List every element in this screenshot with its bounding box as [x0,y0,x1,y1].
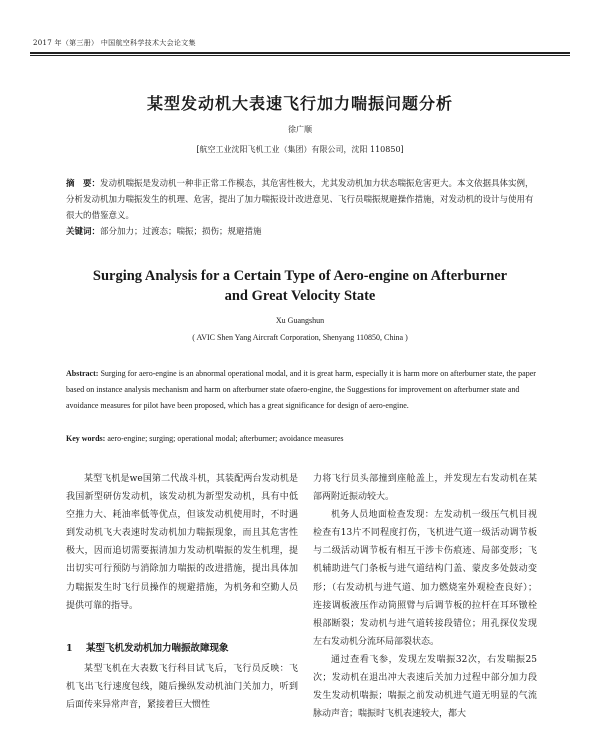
chinese-abstract [66,176,536,224]
body-paragraph: 通过查看飞参，发现左发喘振32次，右发喘振25次；发动机在退出冲大表速后关加力过程中部分加力段发生发动机喘振；喘振之前发动机进气道无明显的气流脉动声音；喘振时飞机表速较大，都大 [313,654,537,720]
right-column [313,470,537,723]
chinese-abstract-label: 摘 要： [66,179,101,189]
body-paragraph: 某型飞机是we国第二代战斗机，其装配两台发动机是我国新型研仿发动机，该发动机为新型发动机，具有中低空推力大、耗油率低等优点，但该发动机使用时，不时遇到发动机飞大表速时发动机加力喘振现象，而且其危害性极大，因而追切需要振清加力发动机喘振的发生机理，提出切实可行预防与消除加力喘振的改进措施，提出具体加力喘振发生时飞行员操作的规避措施，为机务和空勤人员提供可靠的指导。 [66,474,298,611]
english-title-line2: and Great Velocity State [224,288,376,304]
header-rule-thin [30,55,570,56]
english-author: Xu Guangshun [275,316,325,325]
section-title: 某型飞机发动机加力喘振故障现象 [86,643,229,654]
english-keywords-label: Key words: [66,434,106,443]
english-abstract [66,366,536,414]
chinese-keywords-text: 部分加力；过渡态；喘振；损伤；规避措施 [100,227,262,237]
body-paragraph-continued: 力将飞行员头部撞到座舱盖上，并发现左右发动机在某部两附近振动较大。 [313,474,537,503]
header-rule-thick [30,52,570,54]
chinese-affiliation: [航空工业沈阳飞机工业（集团）有限公司，沈阳 110850] [196,145,404,154]
left-column-intro [66,470,298,615]
running-header: 2017 年（第三册） 中国航空科学技术大会论文集 [33,39,196,47]
english-abstract-label: Abstract: [66,369,99,378]
chinese-title: 某型发动机大表速飞行加力喘振问题分析 [146,94,453,113]
chinese-abstract-text: 发动机喘振是发动机一种非正常工作模态，其危害性极大，尤其发动机加力状态喘振危害更大。本文依据具体实例，分析发动机加力喘振发生的机理、危害，提出了加力喘振设计改进意见、飞行员喘振规避操作措施，对发动机的设计与使用有很大的借鉴意义。 [66,179,534,221]
left-column-section [66,660,298,714]
chinese-author: 徐广顺 [288,125,312,134]
english-title [0,266,600,306]
section-number: 1 [66,643,73,654]
body-paragraph: 某型飞机在大表数飞行科目试飞后，飞行员反映：飞机飞出飞行速度包线，随后操纵发动机油门关加力，听到后面传来异常声音，紧接着巨大惯性 [66,664,298,711]
chinese-keywords-label: 关键词： [66,227,101,237]
english-keywords-text: aero-engine; surging; operational modal; afterburner; avoidance measures [107,434,344,443]
english-abstract-text: Surging for aero-engine is an abnormal operational modal, and it is great harm, especially it is harm more on afterburner state, the paper based on instance analysis mechanism and harm on afterburner state ofaero-engine, the Suggestions for improvement on afterburner state and avoidance measures for pilot have been proposed, which has a great significance for design of aero-engine. [66,369,536,410]
chinese-keywords [66,225,536,237]
section-heading [66,640,298,654]
english-title-line1: Surging Analysis for a Certain Type of Aero-engine on Afterburner [92,268,508,284]
body-paragraph: 机务人员地面检查发现：左发动机一级压气机目视检查有13片不同程度打伤，飞机进气道一级活动调节板与二级活动调节板有相互干涉卡伤痕迹、局部变形；飞机辅助进气门条板与进气道结构门盖、蒙皮多处鼓动变形；（右发动机与进气道、加力燃烧室外观检查良好）；连接调板液压作动筒照臂与后调节板的拉杆在耳环镦栓根部断裂；发动机与进气道转接段错位；用孔探仪发现左右发动机分流环局部裂状态。 [313,510,537,647]
english-keywords [66,434,536,443]
english-affiliation: ( AVIC Shen Yang Aircraft Corporation, Shenyang 110850, China ) [192,333,408,342]
